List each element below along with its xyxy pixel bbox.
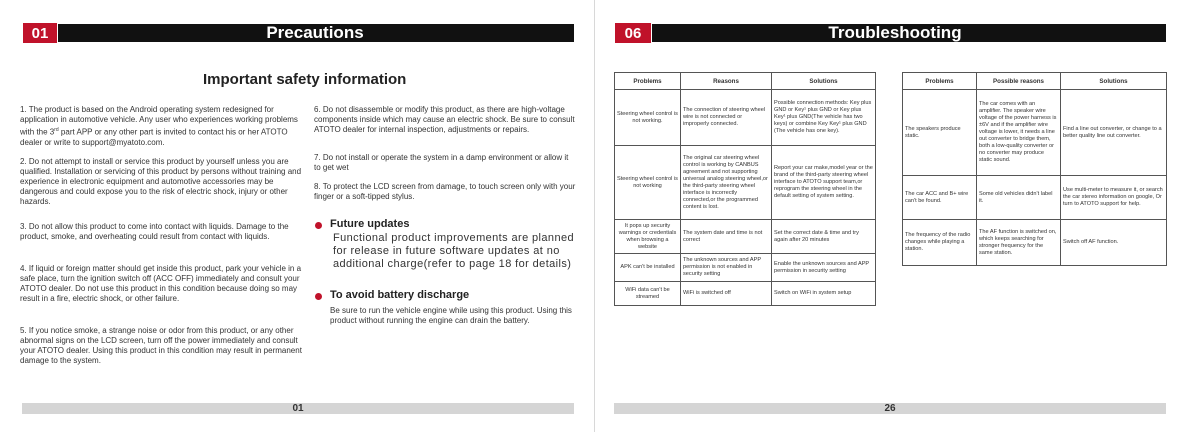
precaution-item-6: 6. Do not disassemble or modify this product, as there are high-voltage components inside which may cause an electric shock. Be sure to consult ATOTO dealer for internal inspection, adjustments or repairs. (314, 105, 575, 134)
cell-solution: Switch off AF function. (1061, 220, 1167, 266)
cell-solution: Find a line out converter, or change to a better quality line out converter. (1061, 90, 1167, 176)
table-row (903, 90, 1167, 176)
cell-solution: Switch on WiFi in system setup (772, 282, 876, 306)
cell-reason: The original car steering wheel control is working by CANBUS agreement and not supporting universal analog steering wheel,or the third-party steering wheel interface is incorrectly connected,or the programmed content is lost. (681, 146, 772, 220)
cell-problem: APK can't be installed (615, 254, 681, 282)
cell-reason: The AF function is switched on, which keeps searching for stronger frequency for the same station. (977, 220, 1061, 266)
cell-problem: WiFi data can't be streamed (615, 282, 681, 306)
table-row (615, 220, 876, 254)
cell-solution: Set the correct date & time and try again after 20 minutes (772, 220, 876, 254)
troubleshooting-table-1 (614, 72, 876, 306)
cell-problem: Steering wheel control is not working. (615, 90, 681, 146)
cell-solution: Enable the unknown sources and APP permission in security setting (772, 254, 876, 282)
cell-solution: Use multi-meter to measure it, or search the car stereo information on google, Or turn to ATOTO support for help. (1061, 176, 1167, 220)
right-page-badge: 06 (614, 22, 652, 44)
table-header-row (615, 73, 876, 90)
precaution-item-7: 7. Do not install or operate the system in a damp environment or allow it to get wet (314, 153, 569, 172)
precaution-item-5: 5. If you notice smoke, a strange noise or odor from this product, or any other abnormal signs on the LCD screen, turn off the power immediately and consult your ATOTO dealer. Using this product in this condition may result in permanent damage to the system. (20, 326, 302, 365)
left-page-title: Precautions (266, 23, 364, 42)
header-solutions: Solutions (772, 73, 876, 90)
cell-problem: The car ACC and B+ wire can't be found. (903, 176, 977, 220)
cell-problem: It pops up security warnings or credentials when browsing a website (615, 220, 681, 254)
section-title: Important safety information (203, 71, 407, 88)
precaution-item-4: 4. If liquid or foreign matter should get inside this product, park your vehicle in a safe place, turn the ignition switch off (ACC OFF) immediately and consult your ATOTO dealer. Do not use this product in this condition because doing so may result in a fire, electric shock, or other failure. (20, 264, 302, 303)
table-row (903, 176, 1167, 220)
header-reasons: Reasons (681, 73, 772, 90)
header-problems: Problems (615, 73, 681, 90)
cell-solution: Possible connection methods: Key plus GND or Key¹ plus GND or Key plus Key¹ plus GND(The vehicle has two keys) or combine Key Key¹ plus GND (The vehicle has one key). (772, 90, 876, 146)
right-page-number: 26 (884, 403, 896, 414)
cell-problem: The speakers produce static. (903, 90, 977, 176)
header-possible-reasons: Possible reasons (977, 73, 1061, 90)
header-problems: Problems (903, 73, 977, 90)
battery-bullet-icon (315, 293, 322, 300)
table-row (615, 254, 876, 282)
cell-solution: Report your car make,model year or the brand of the third-party steering wheel interface to ATOTO support team,or reprogram the steering wheel in the default setting of system setting. (772, 146, 876, 220)
header-solutions: Solutions (1061, 73, 1167, 90)
left-page-number: 01 (292, 403, 304, 414)
cell-reason: The system date and time is not correct (681, 220, 772, 254)
cell-problem: Steering wheel control is not working (615, 146, 681, 220)
table-row (615, 282, 876, 306)
future-updates-title: Future updates (330, 218, 410, 230)
left-page-badge: 01 (22, 22, 58, 44)
table-row (615, 90, 876, 146)
table-row (615, 146, 876, 220)
troubleshooting-table-2 (902, 72, 1167, 266)
page-divider (594, 0, 595, 432)
future-updates-text: Functional product improvements are planned for release in future software updates at no additional charge(refer to page 18 for details) (333, 232, 574, 270)
right-page-title: Troubleshooting (828, 23, 962, 42)
precaution-item-2: 2. Do not attempt to install or service this product by yourself unless you are qualified. Installation or servicing of this product by persons without training and experience in electronic equipment and automotive accessories may be dangerous and could expose you to the risk of electric shock, injury or other hazards. (20, 157, 302, 206)
battery-title: To avoid battery discharge (330, 289, 470, 301)
cell-problem: The frequency of the radio changes while playing a station. (903, 220, 977, 266)
cell-reason: WiFi is switched off (681, 282, 772, 306)
battery-text: Be sure to run the vehicle engine while using this product. Using this product without running the engine can drain the battery. (330, 306, 572, 325)
table-row (903, 220, 1167, 266)
precaution-item-8: 8. To protect the LCD screen from damage, to touch screen only with your finger or a soft-tipped stylus. (314, 182, 576, 201)
precaution-item-3: 3. Do not allow this product to come into contact with liquids. Damage to the product, smoke, and overheating could result from contact with liquids. (20, 222, 289, 241)
future-updates-bullet-icon (315, 222, 322, 229)
precaution-item-1: 1. The product is based on the Android operating system redesigned for application in automotive vehicle. Any user who experiences working problems with the 3rd part APP or any other part is invited to contact his or her ATOTO dealer or write to support@myatoto.com. (20, 105, 298, 147)
cell-reason: The unknown sources and APP permission is not enabled in security setting (681, 254, 772, 282)
cell-reason: The car comes with an amplifier. The speaker wire voltage of the power harness is ±6V and if the amplifier wire voltage is lower, it needs a line out converter to bridge them, both a low-quality converter or no converter may produce static sound. (977, 90, 1061, 176)
cell-reason: The connection of steering wheel wire is not connected or improperly connected. (681, 90, 772, 146)
table-header-row (903, 73, 1167, 90)
cell-reason: Some old vehicles didn't label it. (977, 176, 1061, 220)
